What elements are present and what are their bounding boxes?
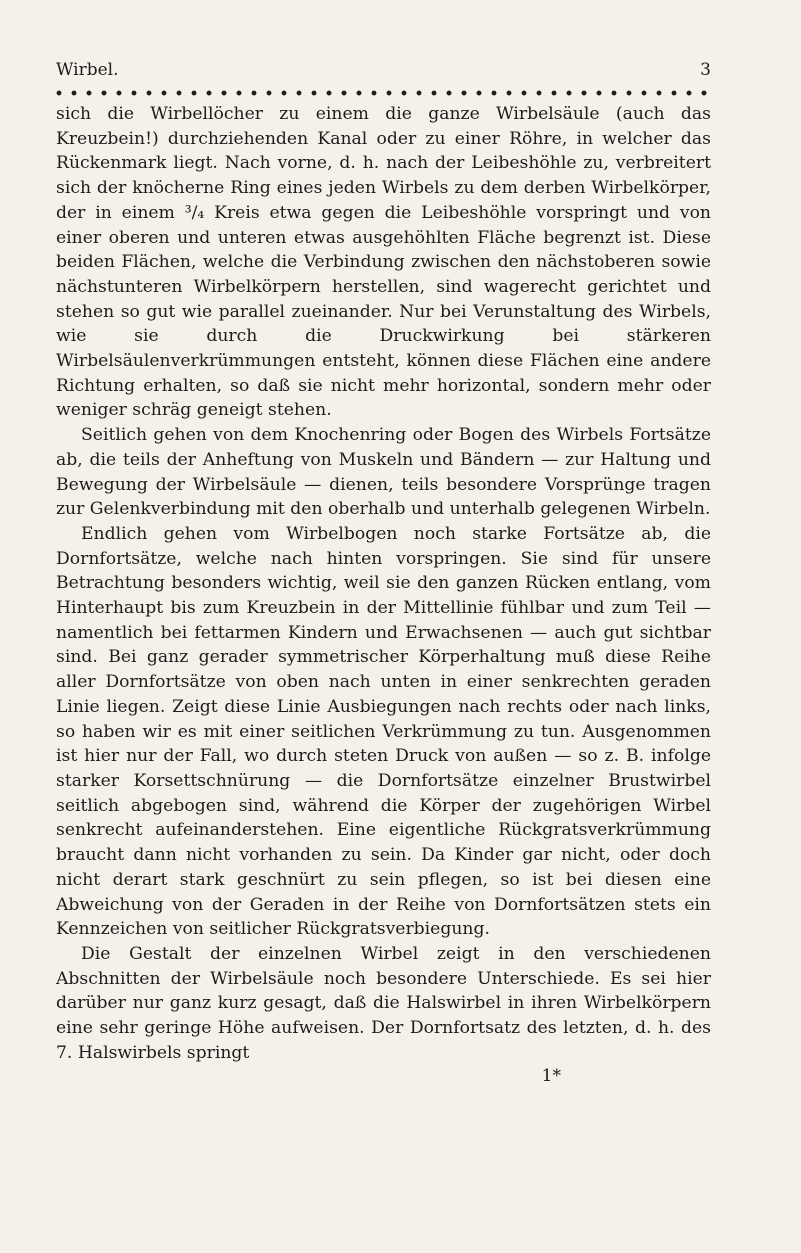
running-head [56,60,711,82]
paragraph: Endlich gehen vom Wirbelbogen noch starke Fortsätze ab, die Dornfortsätze, welche nach hinten vorspringen. Sie sind für unsere Betrachtung besonders wichtig, weil sie den ganzen Rücken entlang, vom Hinterhaupt bis zum Kreuzbein in der Mittellinie fühlbar und zum Teil — namentlich bei fettarmen Kindern und Erwachsenen — auch gut sichtbar sind. Bei ganz gerader symmetrischer Körperhaltung muß diese Reihe aller Dornfortsätze von oben nach unten in einer senkrechten geraden Linie liegen. Zeigt diese Linie Ausbiegungen nach rechts oder nach links, so haben wir es mit einer seitlichen Verkrümmung zu tun. Ausgenommen ist hier nur der Fall, wo durch steten Druck von außen — so z. B. infolge starker Korsettschnürung — die Dornfortsätze einzelner Brustwirbel seitlich abgebogen sind, während die Körper der zugehörigen Wirbel senkrecht aufeinanderstehen. Eine eigentliche Rückgratsverkrümmung braucht dann nicht vorhanden zu sein. Da Kinder gar nicht, oder doch nicht derart stark geschnürt zu sein pflegen, so ist bei diesen eine Abweichung von der Geraden in der Reihe von Dornfortsätzen stets ein Kennzeichen von seitlicher Rückgratsverbiegung. [56,523,711,940]
page-number: 3 [700,60,711,80]
body-text [56,102,711,1065]
paragraph: Die Gestalt der einzelnen Wirbel zeigt in den verschiedenen Abschnitten der Wirbelsäule noch besondere Unterschiede. Es sei hier darüber nur ganz kurz gesagt, daß die Halswirbel in ihren Wirbelkörpern eine sehr geringe Höhe aufweisen. Der Dornfortsatz des letzten, d. h. des 7. Halswirbels springt [56,943,711,1063]
signature-mark: 1* [541,1066,561,1087]
paragraph: sich die Wirbellöcher zu einem die ganze Wirbelsäule (auch das Kreuzbein!) durchziehenden Kanal oder zu einer Röhre, in welcher das Rückenmark liegt. Nach vorne, d. h. nach der Leibeshöhle zu, verbreitert sich der knöcherne Ring eines jeden Wirbels zu dem derben Wirbelkörper, der in einem ³/₄ Kreis etwa gegen die Leibeshöhle vorspringt und von einer oberen und unteren etwas ausgehöhlten Fläche begrenzt ist. Diese beiden Flächen, welche die Verbindung zwischen den nächstoberen sowie nächstunteren Wirbelkörpern herstellen, sind wagerecht gerichtet und stehen so gut wie parallel zueinander. Nur bei Verunstaltung des Wirbels, wie sie durch die Druckwirkung bei stärkeren Wirbelsäulenverkrümmungen entsteht, können diese Flächen eine andere Richtung erhalten, so daß sie nicht mehr horizontal, sondern mehr oder weniger schräg geneigt stehen. [56,104,711,421]
running-head-title: Wirbel. [56,60,119,80]
book-page [56,60,711,1087]
ornamental-rule [56,90,711,96]
paragraph: Seitlich gehen von dem Knochenring oder Bogen des Wirbels Fortsätze ab, die teils der Anheftung von Muskeln und Bändern — zur Haltung und Bewegung der Wirbelsäule — dienen, teils besondere Vorsprünge tragen zur Gelenkverbindung mit den oberhalb und unterhalb gelegenen Wirbeln. [56,425,711,520]
